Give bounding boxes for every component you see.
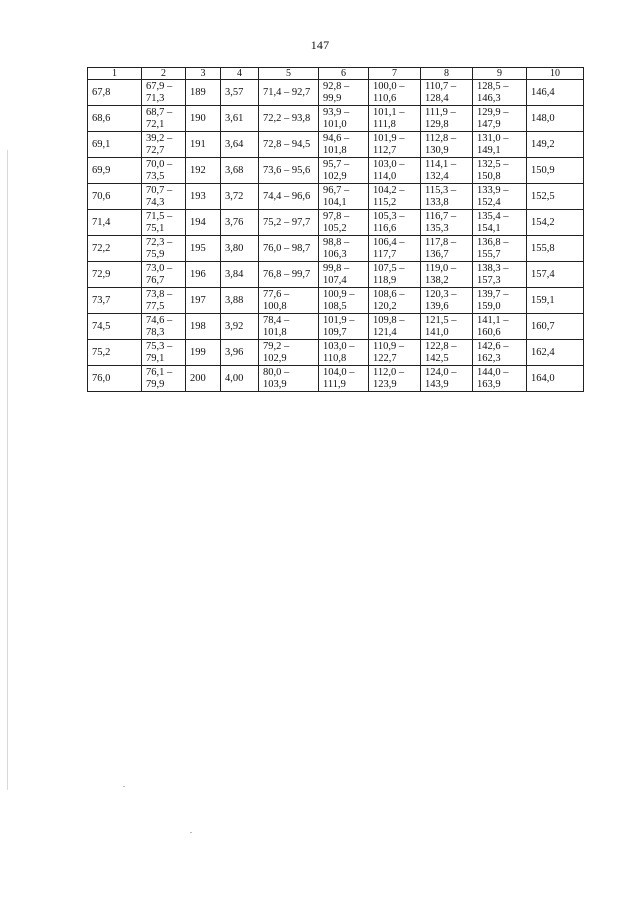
table-cell: 72,2 (88, 236, 142, 262)
table-cell: 98,8 – 106,3 (319, 236, 369, 262)
table-cell: 101,9 – 109,7 (319, 314, 369, 340)
table-cell: 74,6 – 78,3 (142, 314, 186, 340)
table-cell: 108,6 – 120,2 (369, 288, 421, 314)
table-cell: 111,9 – 129,8 (421, 106, 473, 132)
table-cell: 139,7 – 159,0 (473, 288, 527, 314)
table-cell: 101,1 – 111,8 (369, 106, 421, 132)
table-cell: 129,9 – 147,9 (473, 106, 527, 132)
table-cell: 196 (186, 262, 221, 288)
table-cell: 152,5 (527, 184, 584, 210)
table-cell: 103,0 – 110,8 (319, 340, 369, 366)
table-row (88, 340, 584, 366)
table-cell: 92,8 – 99,9 (319, 80, 369, 106)
table-cell: 141,1 – 160,6 (473, 314, 527, 340)
table-cell: 76,0 – 98,7 (259, 236, 319, 262)
table-cell: 112,8 – 130,9 (421, 132, 473, 158)
table-cell: 164,0 (527, 366, 584, 392)
table-cell: 155,8 (527, 236, 584, 262)
table-cell: 75,3 – 79,1 (142, 340, 186, 366)
table-cell: 109,8 – 121,4 (369, 314, 421, 340)
table-cell: 132,5 – 150,8 (473, 158, 527, 184)
table-cell: 120,3 – 139,6 (421, 288, 473, 314)
table-cell: 3,72 (221, 184, 259, 210)
table-cell: 67,8 (88, 80, 142, 106)
table-cell: 69,9 (88, 158, 142, 184)
table-cell: 198 (186, 314, 221, 340)
header-row (88, 68, 584, 80)
table-cell: 68,6 (88, 106, 142, 132)
table-cell: 105,3 – 116,6 (369, 210, 421, 236)
table-cell: 68,7 – 72,1 (142, 106, 186, 132)
table-cell: 80,0 – 103,9 (259, 366, 319, 392)
table-cell: 138,3 – 157,3 (473, 262, 527, 288)
table-cell: 128,5 – 146,3 (473, 80, 527, 106)
column-header-9: 9 (473, 68, 527, 80)
table-cell: 159,1 (527, 288, 584, 314)
table-cell: 4,00 (221, 366, 259, 392)
table-cell: 73,8 – 77,5 (142, 288, 186, 314)
table-cell: 101,9 – 112,7 (369, 132, 421, 158)
page-number: 147 (310, 38, 330, 52)
column-header-7: 7 (369, 68, 421, 80)
table-cell: 73,6 – 95,6 (259, 158, 319, 184)
column-header-6: 6 (319, 68, 369, 80)
table-cell: 3,96 (221, 340, 259, 366)
table-cell: 154,2 (527, 210, 584, 236)
column-header-10: 10 (527, 68, 584, 80)
table-cell: 104,0 – 111,9 (319, 366, 369, 392)
table-cell: 106,4 – 117,7 (369, 236, 421, 262)
data-table (87, 67, 584, 392)
table-cell: 71,4 – 92,7 (259, 80, 319, 106)
table-cell: 71,4 (88, 210, 142, 236)
table-cell: 72,9 (88, 262, 142, 288)
table-cell: 71,5 – 75,1 (142, 210, 186, 236)
table-body (88, 80, 584, 392)
table-cell: 67,9 – 71,3 (142, 80, 186, 106)
table-cell: 75,2 (88, 340, 142, 366)
table-cell: 3,88 (221, 288, 259, 314)
table-cell: 135,4 – 154,1 (473, 210, 527, 236)
table-cell: 75,2 – 97,7 (259, 210, 319, 236)
table-cell: 103,0 – 114,0 (369, 158, 421, 184)
table-cell: 122,8 – 142,5 (421, 340, 473, 366)
table-row (88, 132, 584, 158)
table-cell: 149,2 (527, 132, 584, 158)
column-header-4: 4 (221, 68, 259, 80)
table-cell: 200 (186, 366, 221, 392)
table-cell: 121,5 – 141,0 (421, 314, 473, 340)
table-cell: 3,57 (221, 80, 259, 106)
table-cell: 93,9 – 101,0 (319, 106, 369, 132)
table-cell: 69,1 (88, 132, 142, 158)
table-cell: 3,61 (221, 106, 259, 132)
table-cell: 195 (186, 236, 221, 262)
table-cell: 100,0 – 110,6 (369, 80, 421, 106)
table-cell: 199 (186, 340, 221, 366)
table-row (88, 80, 584, 106)
table-cell: 162,4 (527, 340, 584, 366)
column-header-1: 1 (88, 68, 142, 80)
table-cell: 70,6 (88, 184, 142, 210)
scan-speck (123, 786, 125, 787)
table-row (88, 158, 584, 184)
table-cell: 160,7 (527, 314, 584, 340)
table-row (88, 106, 584, 132)
table-cell: 72,8 – 94,5 (259, 132, 319, 158)
table-cell: 197 (186, 288, 221, 314)
table-cell: 76,8 – 99,7 (259, 262, 319, 288)
table-cell: 148,0 (527, 106, 584, 132)
table-cell: 189 (186, 80, 221, 106)
table-row (88, 314, 584, 340)
table-cell: 150,9 (527, 158, 584, 184)
table-cell: 190 (186, 106, 221, 132)
table-row (88, 236, 584, 262)
table-cell: 97,8 – 105,2 (319, 210, 369, 236)
table-cell: 72,2 – 93,8 (259, 106, 319, 132)
table-cell: 94,6 – 101,8 (319, 132, 369, 158)
table-cell: 3,84 (221, 262, 259, 288)
table-cell: 39,2 – 72,7 (142, 132, 186, 158)
table-cell: 70,0 – 73,5 (142, 158, 186, 184)
column-header-5: 5 (259, 68, 319, 80)
table-row (88, 288, 584, 314)
table-cell: 73,0 – 76,7 (142, 262, 186, 288)
table-row (88, 366, 584, 392)
table-cell: 78,4 – 101,8 (259, 314, 319, 340)
table-cell: 112,0 – 123,9 (369, 366, 421, 392)
column-header-2: 2 (142, 68, 186, 80)
table-cell: 95,7 – 102,9 (319, 158, 369, 184)
table-cell: 124,0 – 143,9 (421, 366, 473, 392)
column-header-3: 3 (186, 68, 221, 80)
table-cell: 70,7 – 74,3 (142, 184, 186, 210)
table-cell: 76,0 (88, 366, 142, 392)
column-header-8: 8 (421, 68, 473, 80)
scan-edge-line (7, 150, 9, 790)
table-cell: 119,0 – 138,2 (421, 262, 473, 288)
table-cell: 96,7 – 104,1 (319, 184, 369, 210)
table-row (88, 262, 584, 288)
table-cell: 116,7 – 135,3 (421, 210, 473, 236)
table-cell: 3,68 (221, 158, 259, 184)
table-cell: 110,9 – 122,7 (369, 340, 421, 366)
table-cell: 3,92 (221, 314, 259, 340)
scan-speck (190, 832, 192, 833)
table-cell: 115,3 – 133,8 (421, 184, 473, 210)
table-cell: 104,2 – 115,2 (369, 184, 421, 210)
table-cell: 144,0 – 163,9 (473, 366, 527, 392)
table-cell: 74,4 – 96,6 (259, 184, 319, 210)
table-cell: 72,3 – 75,9 (142, 236, 186, 262)
table-cell: 74,5 (88, 314, 142, 340)
table-cell: 136,8 – 155,7 (473, 236, 527, 262)
table-cell: 194 (186, 210, 221, 236)
table-cell: 99,8 – 107,4 (319, 262, 369, 288)
table-cell: 142,6 – 162,3 (473, 340, 527, 366)
table-cell: 79,2 – 102,9 (259, 340, 319, 366)
table-cell: 77,6 – 100,8 (259, 288, 319, 314)
table-cell: 3,76 (221, 210, 259, 236)
table-cell: 146,4 (527, 80, 584, 106)
table-cell: 117,8 – 136,7 (421, 236, 473, 262)
table-row (88, 210, 584, 236)
table-cell: 131,0 – 149,1 (473, 132, 527, 158)
table-cell: 73,7 (88, 288, 142, 314)
table-cell: 114,1 – 132,4 (421, 158, 473, 184)
table-cell: 191 (186, 132, 221, 158)
table-cell: 157,4 (527, 262, 584, 288)
table-cell: 192 (186, 158, 221, 184)
table-cell: 100,9 – 108,5 (319, 288, 369, 314)
table-row (88, 184, 584, 210)
table-cell: 193 (186, 184, 221, 210)
table-cell: 76,1 – 79,9 (142, 366, 186, 392)
table-cell: 3,64 (221, 132, 259, 158)
table-cell: 3,80 (221, 236, 259, 262)
table-cell: 133,9 – 152,4 (473, 184, 527, 210)
table-cell: 107,5 – 118,9 (369, 262, 421, 288)
table-cell: 110,7 – 128,4 (421, 80, 473, 106)
